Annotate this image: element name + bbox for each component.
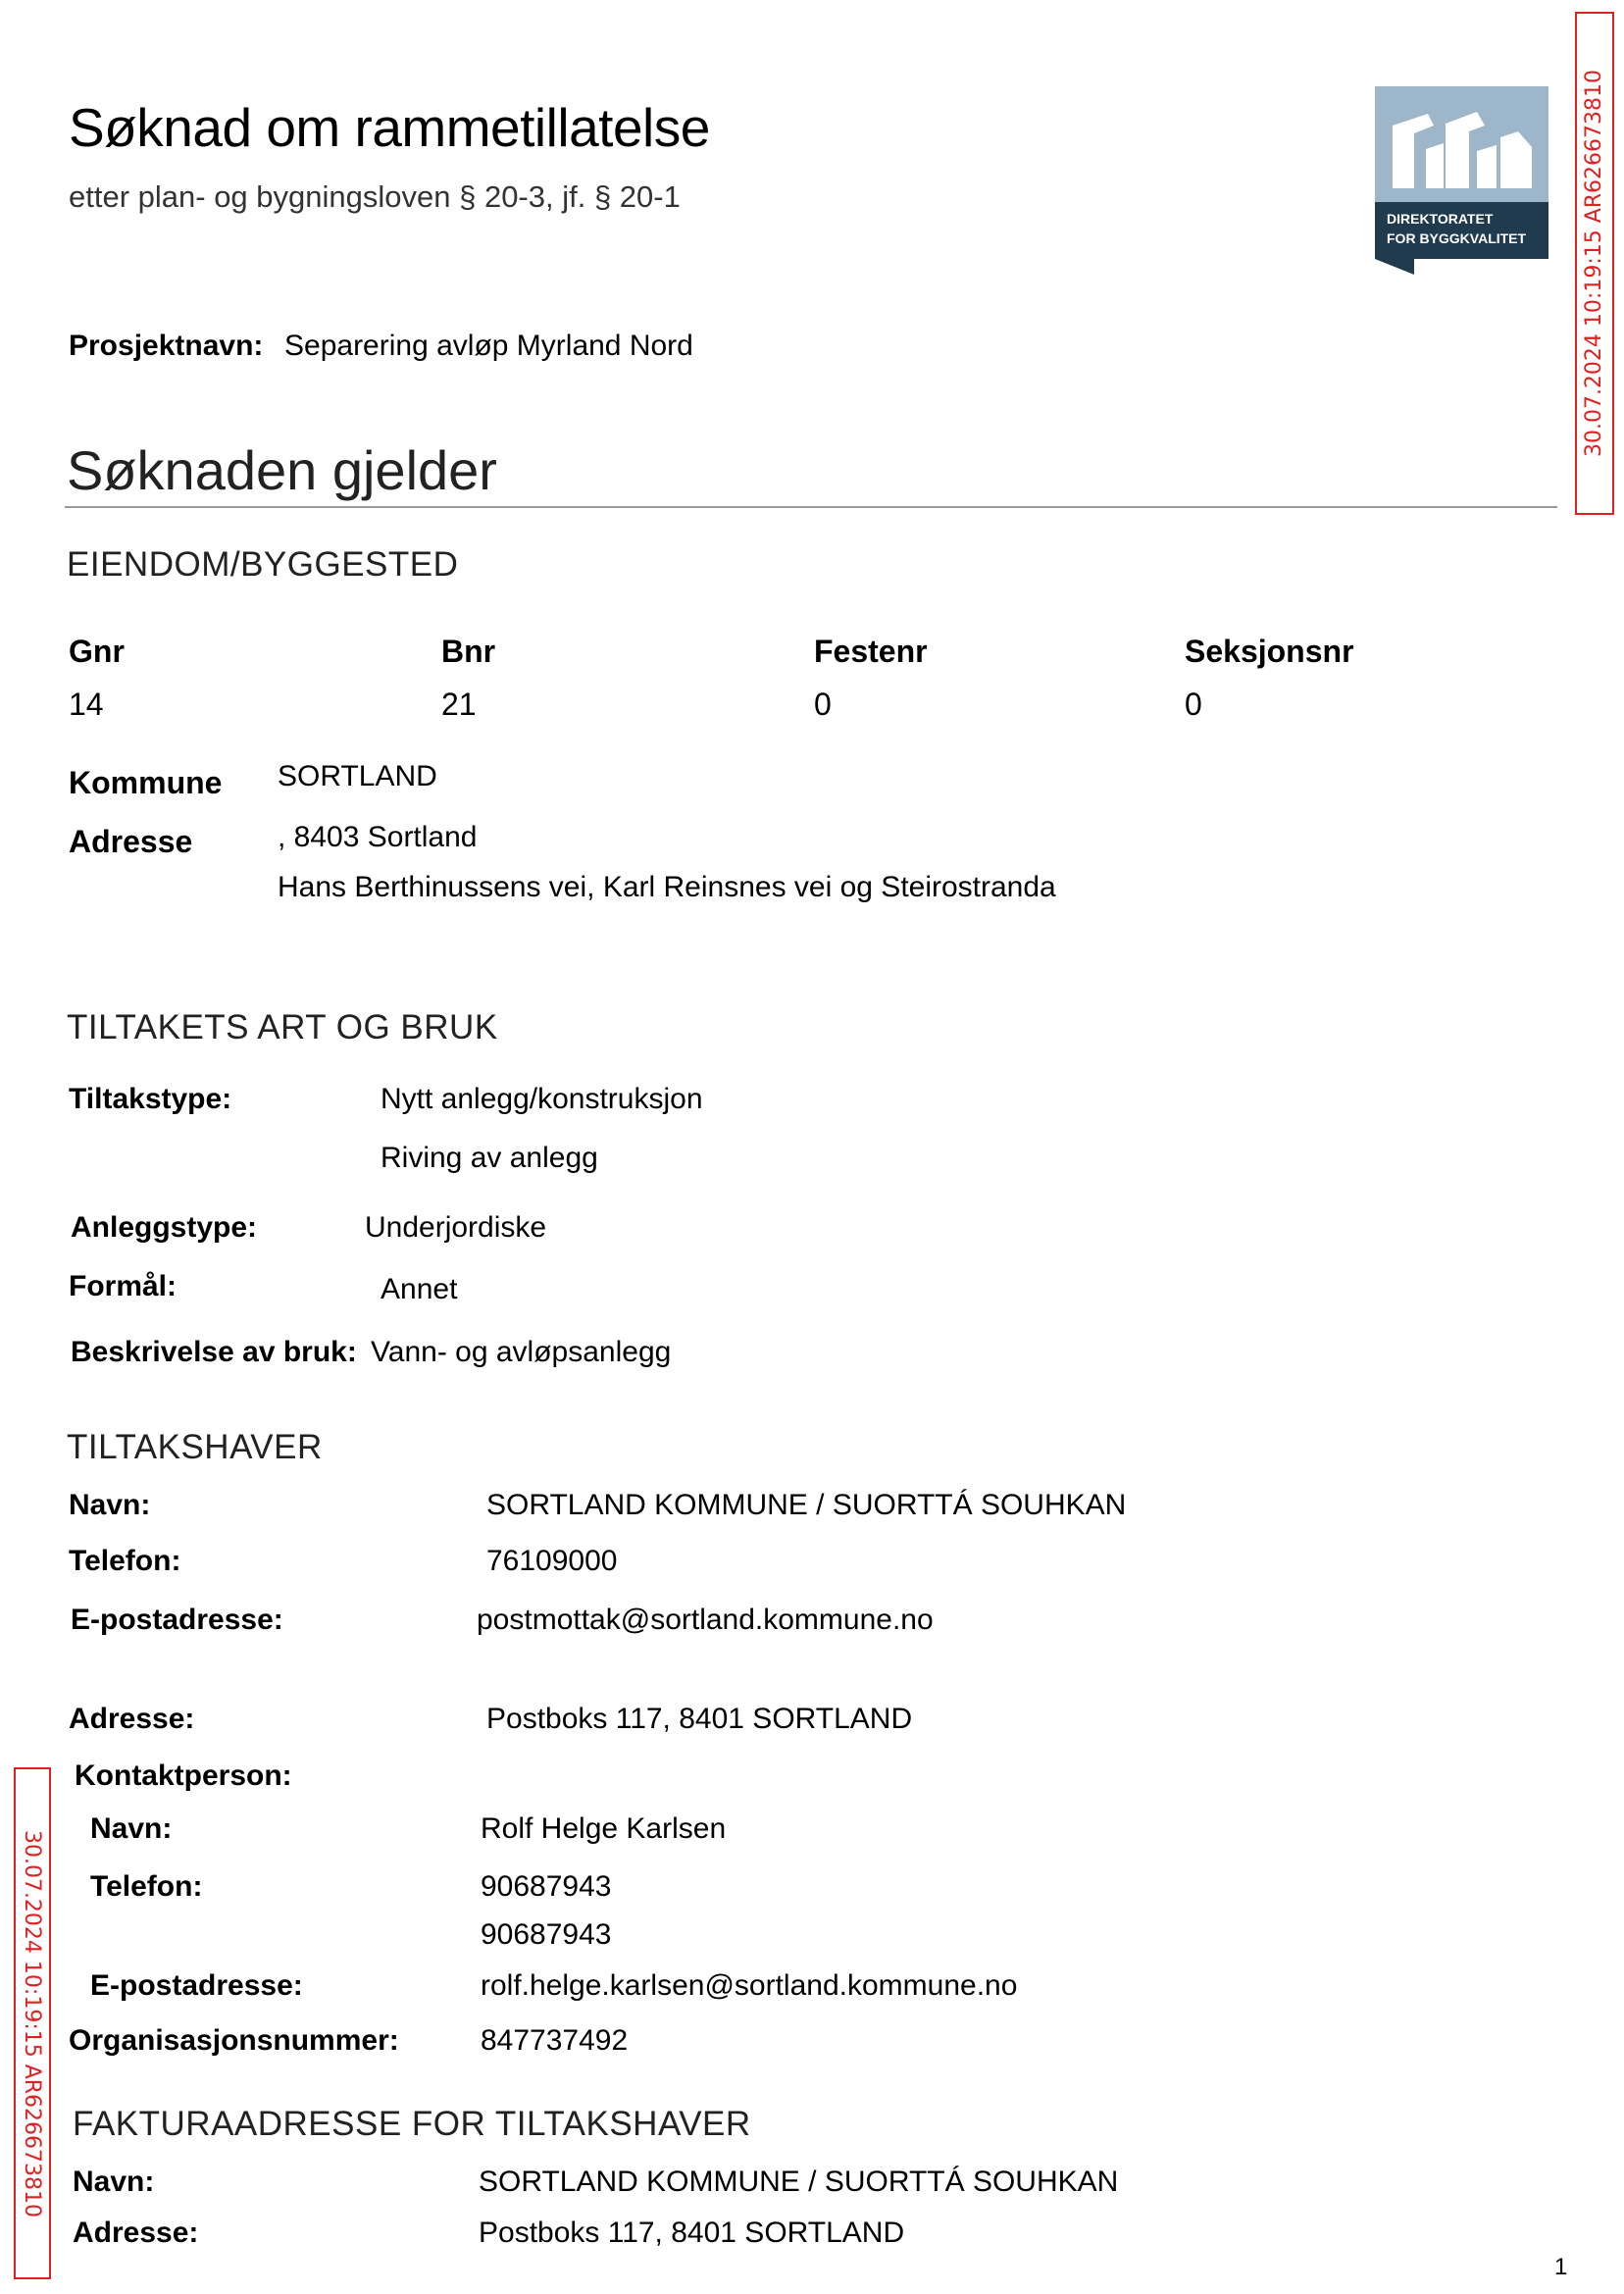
tiltakstype-value: Nytt anlegg/konstruksjon — [381, 1083, 703, 1115]
anleggstype-label: Anleggstype: — [71, 1211, 258, 1244]
tiltak-heading: TILTAKETS ART OG BRUK — [67, 1008, 498, 1046]
orgnr-value: 847737492 — [481, 2024, 629, 2057]
faktura-navn-value: SORTLAND KOMMUNE / SUORTTÁ SOUHKAN — [479, 2166, 1119, 2198]
festenr-value: 0 — [814, 687, 832, 722]
faktura-adresse-value: Postboks 117, 8401 SORTLAND — [479, 2217, 905, 2249]
kontakt-navn-label: Navn: — [90, 1812, 173, 1845]
logo-text-line1: DIREKTORATET — [1387, 211, 1494, 227]
beskrivelse-label: Beskrivelse av bruk: — [71, 1336, 357, 1368]
seksjonsnr-label: Seksjonsnr — [1185, 634, 1354, 669]
kontakt-navn-value: Rolf Helge Karlsen — [481, 1812, 727, 1845]
navn-label: Navn: — [69, 1489, 151, 1521]
kontakt-epost-label: E-postadresse: — [90, 1969, 303, 2002]
adresse-label: Adresse — [69, 824, 193, 859]
faktura-heading: FAKTURAADRESSE FOR TILTAKSHAVER — [73, 2105, 751, 2143]
page-number: 1 — [1554, 2254, 1568, 2280]
adresse-line2: Hans Berthinussens vei, Karl Reinsnes vei og Steirostranda — [278, 871, 1056, 903]
timestamp-stamp — [1575, 12, 1614, 515]
stamp-text: 30.07.2024 10:19:15 AR626673810 — [1582, 69, 1607, 458]
project-name-value: Separering avløp Myrland Nord — [284, 330, 693, 362]
section-title: Søknaden gjelder — [67, 439, 497, 501]
tiltakstype-value: Riving av anlegg — [381, 1142, 598, 1174]
project-name-label: Prosjektnavn: — [69, 330, 264, 362]
tiltakstype-label: Tiltakstype: — [69, 1083, 232, 1115]
bnr-label: Bnr — [441, 634, 496, 669]
navn-value: SORTLAND KOMMUNE / SUORTTÁ SOUHKAN — [486, 1489, 1127, 1521]
kommune-label: Kommune — [69, 765, 223, 800]
gnr-value: 14 — [69, 687, 104, 722]
beskrivelse-value: Vann- og avløpsanlegg — [371, 1336, 672, 1368]
tiltakshaver-heading: TILTAKSHAVER — [67, 1428, 323, 1466]
kontakt-telefon-label: Telefon: — [90, 1870, 203, 1903]
formal-label: Formål: — [69, 1270, 178, 1302]
kontaktperson-label: Kontaktperson: — [75, 1759, 292, 1792]
anleggstype-value: Underjordiske — [365, 1211, 547, 1244]
faktura-adresse-label: Adresse: — [73, 2217, 199, 2249]
kontakt-epost-value: rolf.helge.karlsen@sortland.kommune.no — [481, 1969, 1018, 2002]
kontakt-telefon-value: 90687943 — [481, 1918, 612, 1951]
document-title: Søknad om rammetillatelse — [69, 97, 710, 158]
epost-label: E-postadresse: — [71, 1604, 283, 1636]
kontakt-telefon-value: 90687943 — [481, 1870, 612, 1903]
eiendom-heading: EIENDOM/BYGGESTED — [67, 545, 459, 584]
dibk-logo — [1375, 86, 1548, 275]
festenr-label: Festenr — [814, 634, 928, 669]
section-divider — [65, 506, 1557, 508]
faktura-navn-label: Navn: — [73, 2166, 155, 2198]
orgnr-label: Organisasjonsnummer: — [69, 2024, 399, 2057]
stamp-text: 30.07.2024 10:19:15 AR626673810 — [20, 1829, 45, 2218]
adresse-value: Postboks 117, 8401 SORTLAND — [486, 1703, 913, 1735]
epost-value: postmottak@sortland.kommune.no — [477, 1604, 934, 1636]
logo-text-line2: FOR BYGGKVALITET — [1387, 230, 1527, 246]
formal-value: Annet — [381, 1273, 458, 1305]
adresse-line1: , 8403 Sortland — [278, 821, 478, 853]
document-subtitle: etter plan- og bygningsloven § 20-3, jf. § 20-1 — [69, 179, 681, 214]
gnr-label: Gnr — [69, 634, 125, 669]
timestamp-stamp — [14, 1767, 51, 2279]
seksjonsnr-value: 0 — [1185, 687, 1202, 722]
telefon-label: Telefon: — [69, 1545, 181, 1577]
bnr-value: 21 — [441, 687, 477, 722]
telefon-value: 76109000 — [486, 1545, 618, 1577]
adresse-label: Adresse: — [69, 1703, 195, 1735]
kommune-value: SORTLAND — [278, 760, 437, 792]
